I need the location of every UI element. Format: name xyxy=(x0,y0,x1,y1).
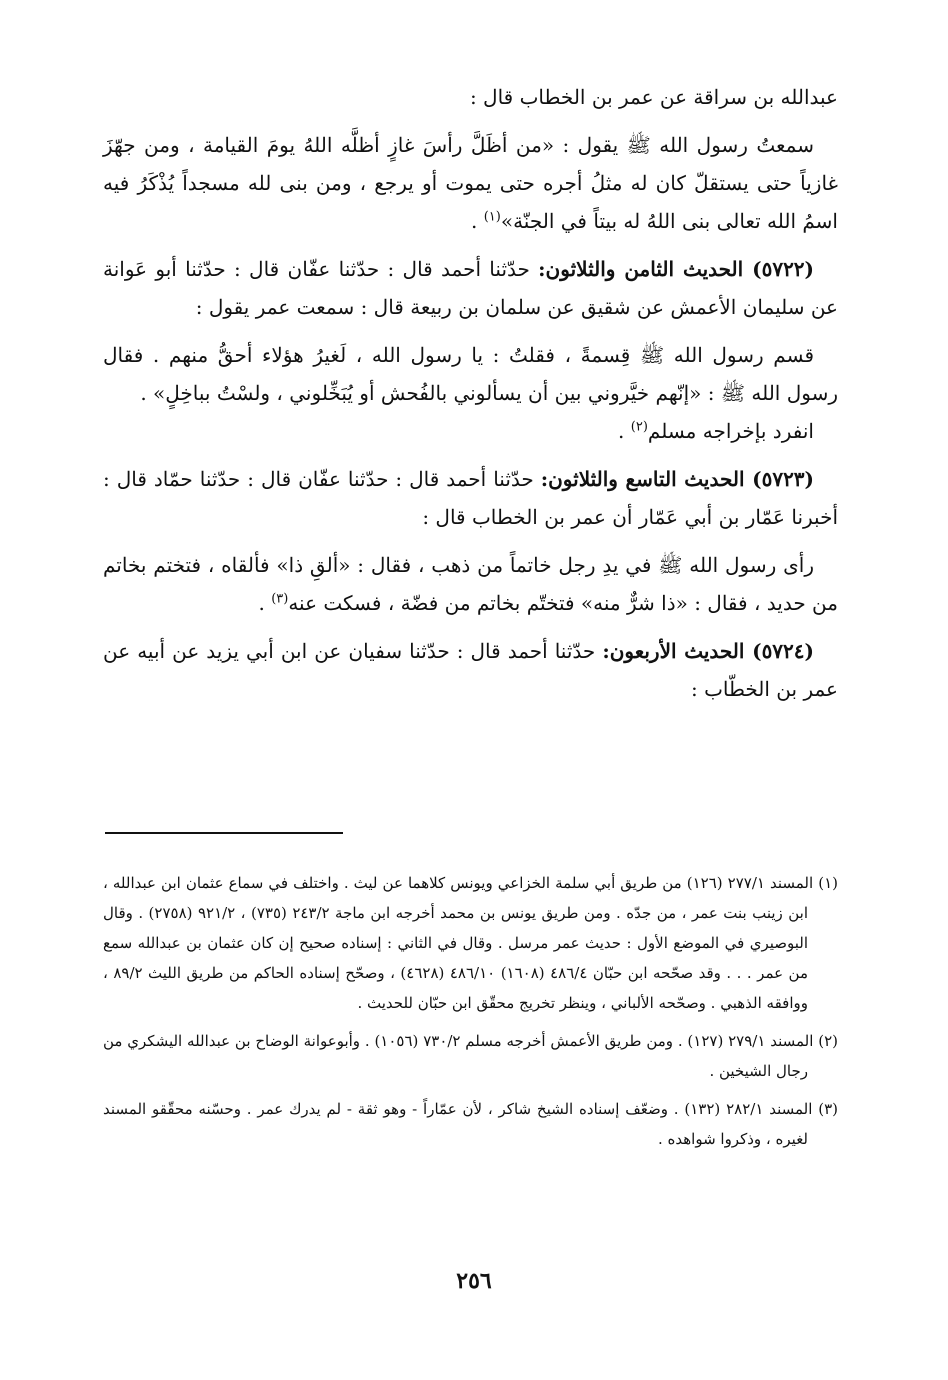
footnote-3: (٣) المسند ٢٨٢/١ (١٣٢) . وضعّف إسناده الشيخ شاكر ، لأن عمّاراً - وهو ثقة - لم يدرك عمر . وحسّنه محقّقو المسند لغيره ، وذكروا شواهده . xyxy=(103,1100,838,1148)
footnotes xyxy=(103,868,838,1162)
paragraph-hadith-38-source: انفرد بإخراجه مسلم$^{(٢)}$ . xyxy=(618,419,814,443)
paragraph-hadith-37-text: سمعتُ رسول الله ﷺ يقول : «من أظَلَّ رأسَ غازٍ أظلَّه اللهُ يومَ القيامة ، ومن جهّزَ غازياً حتى يستقلّ كان له مثلُ أجره حتى يموت أو يرجع ، ومن بنى لله مسجداً يُذْكَرُ فيه اسمُ الله تعالى بنى اللهُ له بيتاً في الجنّة»$^{(١)}$ . xyxy=(103,133,838,233)
hadith-39-title: (٥٧٢٣) الحديث التاسع والثلاثون: xyxy=(540,467,815,491)
main-text xyxy=(103,78,838,718)
hadith-39-heading: (٥٧٢٣) الحديث التاسع والثلاثون: حدّثنا أحمد قال : حدّثنا عفّان قال : حدّثنا حمّاد قال : أخبرنا عَمّار بن أبي عَمّار أن عمر بن الخطاب قال : xyxy=(103,467,838,529)
hadith-38-title: (٥٧٢٢) الحديث الثامن والثلاثون: xyxy=(538,257,815,281)
footnote-ref-2[interactable]: (٢) xyxy=(630,419,648,435)
hadith-40-heading: (٥٧٢٤) الحديث الأربعون: حدّثنا أحمد قال : حدّثنا سفيان عن ابن أبي يزيد عن أبيه عن عمر بن الخطّاب : xyxy=(103,639,838,701)
paragraph-hadith-39-text: رأى رسول الله ﷺ في يدِ رجل خاتماً من ذهب ، فقال : «ألقِ ذا» فألقاه ، فتختم بخاتم من حديد ، فقال : «ذا شرٌّ منه» فتختّم بخاتم من فضّة ، فسكت عنه$^{(٣)}$ . xyxy=(103,553,838,615)
footnote-ref-1[interactable]: (١) xyxy=(483,209,501,225)
footnote-2: (٢) المسند ٢٧٩/١ (١٢٧) . ومن طريق الأعمش أخرجه مسلم ٧٣٠/٢ (١٠٥٦) . وأبوعوانة الوضاح بن عبدالله اليشكري من رجال الشيخين . xyxy=(103,1032,838,1080)
paragraph-hadith-38-text: قسم رسول الله ﷺ قِسمةً ، فقلتُ : يا رسول الله ، لَغيرُ هؤلاء أحقُّ منهم . فقال رسول الله ﷺ : «إنّهم خيَّروني بين أن يسألوني بالفُحش أو يُبَخِّلوني ، ولسْتُ بباخِلٍ» . xyxy=(103,343,838,405)
hadith-38-heading: (٥٧٢٢) الحديث الثامن والثلاثون: حدّثنا أحمد قال : حدّثنا عفّان قال : حدّثنا أبو عَوانة عن سليمان الأعمش عن شقيق عن سلمان بن ربيعة قال : سمعت عمر يقول : xyxy=(103,257,838,319)
page-number: ٢٥٦ xyxy=(456,1268,492,1294)
hadith-40-title: (٥٧٢٤) الحديث الأربعون: xyxy=(602,639,814,663)
footnote-ref-3[interactable]: (٣) xyxy=(271,591,289,607)
footnote-1: (١) المسند ٢٧٧/١ (١٢٦) من طريق أبي سلمة الخزاعي ويونس كلاهما عن ليث . واختلف في سماع عثمان ابن عبدالله ، ابن زينب بنت عمر ، من جدّه . ومن طريق يونس بن محمد أخرجه ابن ماجة ٢٤٣/٢ (٧٣٥) ، ٩٢١/٢ (٢٧٥٨) . وقال البوصيري في الموضع الأول : حديث عمر مرسل . وقال في الثاني : إسناده صحيح إن كان عثمان بن عبدالله سمع من عمر . . . وقد صحّحه ابن حبّان ٤٨٦/٤ (١٦٠٨) ٤٨٦/١٠ (٤٦٢٨) ، وصحّح إسناده الحاكم من طريق الليث ٨٩/٢ ، ووافقه الذهبي . وصحّحه الألباني ، وينظر تخريج محقّق ابن حبّان للحديث . xyxy=(103,874,838,1012)
paragraph-intro: عبدالله بن سراقة عن عمر بن الخطاب قال : xyxy=(469,85,838,109)
footnote-divider xyxy=(105,832,343,834)
